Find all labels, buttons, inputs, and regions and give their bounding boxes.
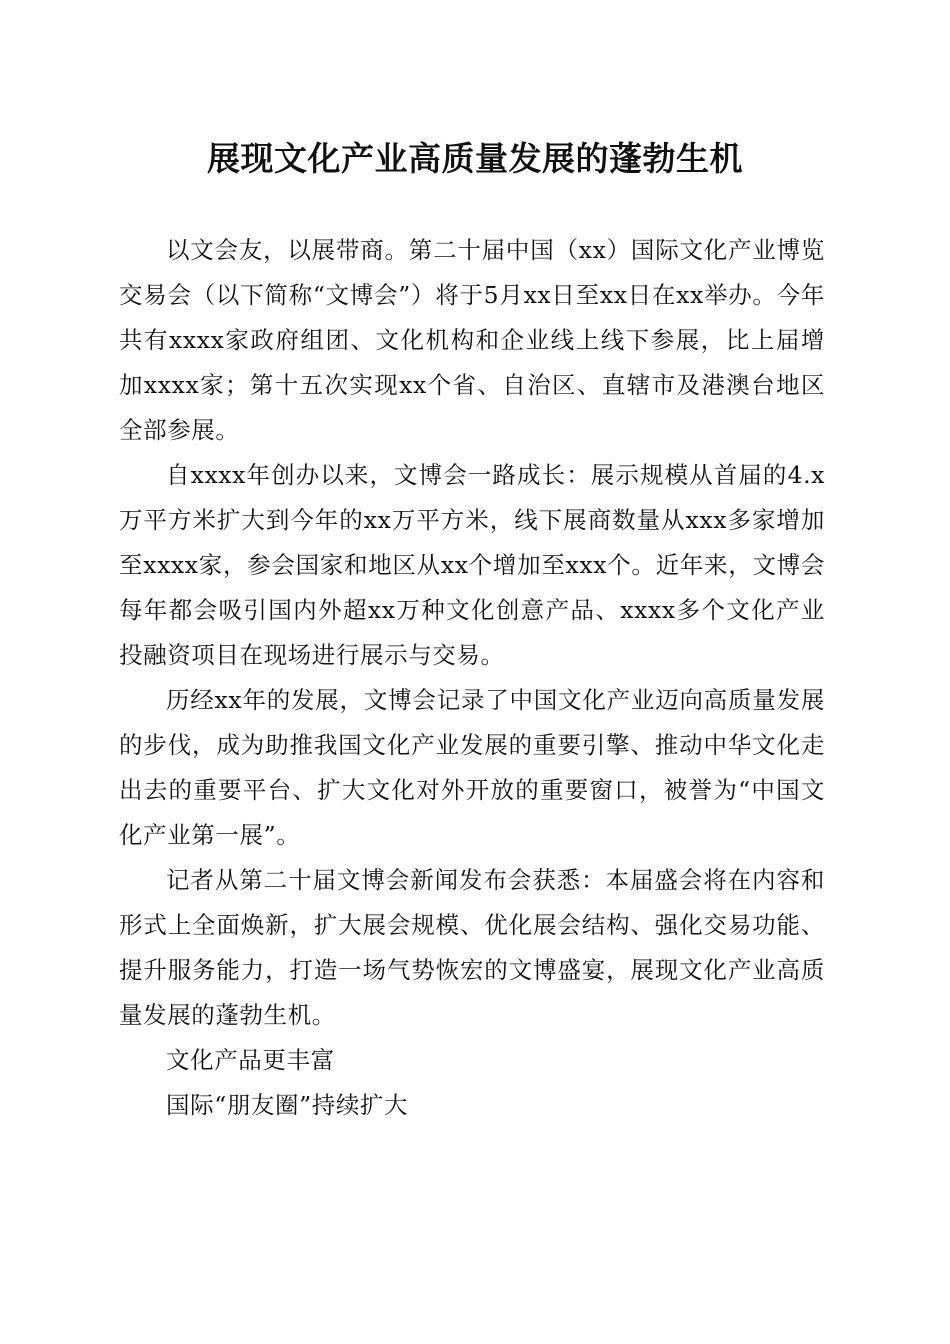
- document-body: [119, 228, 825, 1128]
- paragraph-1: 以文会友，以展带商。第二十届中国（xx）国际文化产业博览交易会（以下简称“文博会”）将于5月xx日至xx日在xx举办。今年共有xxxx家政府组团、文化机构和企业线上线下参展，比上届增加xxxx家；第十五次实现xx个省、自治区、直辖市及港澳台地区全部参展。: [119, 236, 825, 444]
- paragraph-3: 历经xx年的发展，文博会记录了中国文化产业迈向高质量发展的步伐，成为助推我国文化产业发展的重要引擎、推动中华文化走出去的重要平台、扩大文化对外开放的重要窗口，被誉为“中国文化产业第一展”。: [119, 686, 825, 849]
- subheading-2: 国际“朋友圈”持续扩大: [166, 1091, 409, 1119]
- document-title: 展现文化产业高质量发展的蓬勃生机: [207, 139, 743, 178]
- paragraph-4: 记者从第二十届文博会新闻发布会获悉：本届盛会将在内容和形式上全面焕新，扩大展会规模、优化展会结构、强化交易功能、提升服务能力，打造一场气势恢宏的文博盛宴，展现文化产业高质量发展的蓬勃生机。: [119, 866, 825, 1029]
- subheading-1: 文化产品更丰富: [166, 1046, 335, 1074]
- paragraph-2: 自xxxx年创办以来，文博会一路成长：展示规模从首届的4.x万平方米扩大到今年的xx万平方米，线下展商数量从xxx多家增加至xxxx家，参会国家和地区从xx个增加至xxx个。近年来，文博会每年都会吸引国内外超xx万种文化创意产品、xxxx多个文化产业投融资项目在现场进行展示与交易。: [119, 461, 825, 669]
